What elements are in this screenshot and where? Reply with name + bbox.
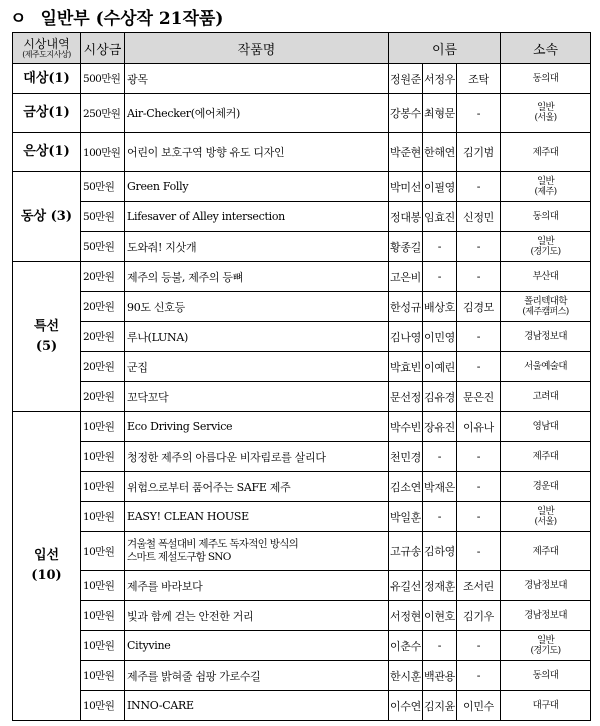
work-title: 90도 신호등 bbox=[125, 292, 389, 322]
affiliation: 폴리텍대학 (제주캠퍼스) bbox=[501, 292, 591, 322]
name-2: - bbox=[423, 442, 457, 472]
name-2: 백관용 bbox=[423, 661, 457, 691]
name-1: 이춘수 bbox=[389, 631, 423, 661]
name-1: 천민경 bbox=[389, 442, 423, 472]
table-row bbox=[13, 502, 591, 532]
name-3: 조서린 bbox=[457, 571, 501, 601]
work-title: Lifesaver of Alley intersection bbox=[125, 202, 389, 232]
work-title: Cityvine bbox=[125, 631, 389, 661]
name-3: - bbox=[457, 661, 501, 691]
header-award: 시상내역 (제주도지사상) bbox=[13, 33, 81, 64]
prize-cell: 10만원 bbox=[81, 412, 125, 442]
affiliation: 고려대 bbox=[501, 382, 591, 412]
table-row bbox=[13, 661, 591, 691]
name-3: - bbox=[457, 232, 501, 262]
table-row bbox=[13, 442, 591, 472]
affiliation: 부산대 bbox=[501, 262, 591, 292]
name-3: - bbox=[457, 322, 501, 352]
name-1: 정원준 bbox=[389, 64, 423, 94]
table-row bbox=[13, 133, 591, 172]
table-row bbox=[13, 292, 591, 322]
table-row bbox=[13, 232, 591, 262]
name-3: 문은진 bbox=[457, 382, 501, 412]
header-row bbox=[13, 33, 591, 64]
table-row bbox=[13, 412, 591, 442]
table-row bbox=[13, 172, 591, 202]
affiliation: 서울예술대 bbox=[501, 352, 591, 382]
affiliation: 제주대 bbox=[501, 532, 591, 571]
name-2: 최형문 bbox=[423, 94, 457, 133]
header-award-sub: (제주도지사상) bbox=[22, 49, 71, 59]
name-3: 조탁 bbox=[457, 64, 501, 94]
table-row bbox=[13, 571, 591, 601]
table-row bbox=[13, 322, 591, 352]
name-2: 배상호 bbox=[423, 292, 457, 322]
affiliation: 동의대 bbox=[501, 661, 591, 691]
awards-table bbox=[12, 32, 591, 721]
name-2: 박재은 bbox=[423, 472, 457, 502]
header-names: 이름 bbox=[389, 33, 501, 64]
table-row bbox=[13, 472, 591, 502]
name-3: - bbox=[457, 94, 501, 133]
table-row bbox=[13, 631, 591, 661]
prize-cell: 10만원 bbox=[81, 532, 125, 571]
prize-cell: 10만원 bbox=[81, 442, 125, 472]
work-title: 광목 bbox=[125, 64, 389, 94]
work-title: 위험으로부터 품어주는 SAFE 제주 bbox=[125, 472, 389, 502]
name-3: 김경모 bbox=[457, 292, 501, 322]
name-3: 김기범 bbox=[457, 133, 501, 172]
name-3: - bbox=[457, 532, 501, 571]
prize-cell: 10만원 bbox=[81, 601, 125, 631]
affiliation: 영남대 bbox=[501, 412, 591, 442]
name-2: - bbox=[423, 631, 457, 661]
work-title: Green Folly bbox=[125, 172, 389, 202]
affiliation: 경남정보대 bbox=[501, 322, 591, 352]
name-1: 박미선 bbox=[389, 172, 423, 202]
name-3: - bbox=[457, 631, 501, 661]
prize-cell: 10만원 bbox=[81, 472, 125, 502]
award-dongsang: 동상 (3) bbox=[13, 172, 81, 262]
award-daesang: 대상(1) bbox=[13, 64, 81, 94]
affiliation: 일반 (서울) bbox=[501, 502, 591, 532]
work-title: Eco Driving Service bbox=[125, 412, 389, 442]
table-row bbox=[13, 64, 591, 94]
work-title: Air-Checker(에어체커) bbox=[125, 94, 389, 133]
affiliation: 일반 (경기도) bbox=[501, 232, 591, 262]
name-2: 한해연 bbox=[423, 133, 457, 172]
affiliation: 동의대 bbox=[501, 64, 591, 94]
table-row bbox=[13, 262, 591, 292]
work-title: 빛과 함께 걷는 안전한 거리 bbox=[125, 601, 389, 631]
prize-cell: 500만원 bbox=[81, 64, 125, 94]
prize-cell: 10만원 bbox=[81, 691, 125, 721]
name-1: 고은비 bbox=[389, 262, 423, 292]
name-2: 이현호 bbox=[423, 601, 457, 631]
name-1: 강봉수 bbox=[389, 94, 423, 133]
name-2: 김지윤 bbox=[423, 691, 457, 721]
affiliation: 일반 (제주) bbox=[501, 172, 591, 202]
prize-cell: 20만원 bbox=[81, 382, 125, 412]
affiliation: 경남정보대 bbox=[501, 601, 591, 631]
affiliation: 일반 (경기도) bbox=[501, 631, 591, 661]
prize-cell: 250만원 bbox=[81, 94, 125, 133]
name-2: 서정우 bbox=[423, 64, 457, 94]
table-row bbox=[13, 382, 591, 412]
name-2: - bbox=[423, 502, 457, 532]
section-title bbox=[10, 4, 223, 29]
name-2: 이예린 bbox=[423, 352, 457, 382]
name-3: - bbox=[457, 442, 501, 472]
prize-cell: 10만원 bbox=[81, 661, 125, 691]
prize-cell: 20만원 bbox=[81, 352, 125, 382]
header-prize: 시상금 bbox=[81, 33, 125, 64]
affiliation: 제주대 bbox=[501, 133, 591, 172]
name-1: 한성규 bbox=[389, 292, 423, 322]
name-1: 한시훈 bbox=[389, 661, 423, 691]
prize-cell: 10만원 bbox=[81, 631, 125, 661]
name-2: - bbox=[423, 232, 457, 262]
work-title: 제주를 바라보다 bbox=[125, 571, 389, 601]
affiliation: 경운대 bbox=[501, 472, 591, 502]
title-bullet: ㅇ bbox=[10, 9, 27, 29]
name-1: 김나영 bbox=[389, 322, 423, 352]
name-1: 박일훈 bbox=[389, 502, 423, 532]
name-2: 정재훈 bbox=[423, 571, 457, 601]
name-3: - bbox=[457, 472, 501, 502]
award-eunsang: 은상(1) bbox=[13, 133, 81, 172]
name-1: 정대봉 bbox=[389, 202, 423, 232]
affiliation: 경남정보대 bbox=[501, 571, 591, 601]
name-1: 고규송 bbox=[389, 532, 423, 571]
work-title: 청정한 제주의 아름다운 비자림로를 살리다 bbox=[125, 442, 389, 472]
table-row bbox=[13, 94, 591, 133]
name-2: 이민영 bbox=[423, 322, 457, 352]
table-row bbox=[13, 691, 591, 721]
name-1: 이수연 bbox=[389, 691, 423, 721]
work-title: 군집 bbox=[125, 352, 389, 382]
work-title: 겨울철 폭설대비 제주도 독자적인 방식의 스마트 제설도구함 SNO bbox=[125, 532, 389, 571]
name-2: 김하영 bbox=[423, 532, 457, 571]
prize-cell: 20만원 bbox=[81, 322, 125, 352]
prize-cell: 50만원 bbox=[81, 172, 125, 202]
name-3: - bbox=[457, 502, 501, 532]
prize-cell: 20만원 bbox=[81, 262, 125, 292]
name-3: 이민수 bbox=[457, 691, 501, 721]
name-1: 황종길 bbox=[389, 232, 423, 262]
name-1: 김소연 bbox=[389, 472, 423, 502]
name-3: - bbox=[457, 172, 501, 202]
work-title: 어린이 보호구역 방향 유도 디자인 bbox=[125, 133, 389, 172]
name-3: 신정민 bbox=[457, 202, 501, 232]
prize-cell: 10만원 bbox=[81, 502, 125, 532]
name-3: - bbox=[457, 262, 501, 292]
award-teukseon: 특선 (5) bbox=[13, 262, 81, 412]
name-1: 서정현 bbox=[389, 601, 423, 631]
name-3: - bbox=[457, 352, 501, 382]
name-3: 김기우 bbox=[457, 601, 501, 631]
award-ipseon: 입선 (10) bbox=[13, 412, 81, 721]
name-2: 장유진 bbox=[423, 412, 457, 442]
name-1: 유길선 bbox=[389, 571, 423, 601]
name-2: 임효진 bbox=[423, 202, 457, 232]
prize-cell: 10만원 bbox=[81, 571, 125, 601]
work-title: 제주를 밝혀줄 쉼팡 가로수길 bbox=[125, 661, 389, 691]
name-1: 문선정 bbox=[389, 382, 423, 412]
affiliation: 일반 (서울) bbox=[501, 94, 591, 133]
name-1: 박수빈 bbox=[389, 412, 423, 442]
name-2: 이필영 bbox=[423, 172, 457, 202]
table-row bbox=[13, 532, 591, 571]
work-title: INNO-CARE bbox=[125, 691, 389, 721]
prize-cell: 100만원 bbox=[81, 133, 125, 172]
work-title: 도와줘! 지삿개 bbox=[125, 232, 389, 262]
table-row bbox=[13, 202, 591, 232]
header-work: 작품명 bbox=[125, 33, 389, 64]
award-geumsang: 금상(1) bbox=[13, 94, 81, 133]
affiliation: 대구대 bbox=[501, 691, 591, 721]
prize-cell: 50만원 bbox=[81, 232, 125, 262]
name-1: 박준현 bbox=[389, 133, 423, 172]
header-affiliation: 소속 bbox=[501, 33, 591, 64]
table-row bbox=[13, 601, 591, 631]
affiliation: 제주대 bbox=[501, 442, 591, 472]
work-title: 루나(LUNA) bbox=[125, 322, 389, 352]
name-2: 김유경 bbox=[423, 382, 457, 412]
name-3: 이유나 bbox=[457, 412, 501, 442]
name-2: - bbox=[423, 262, 457, 292]
work-title: EASY! CLEAN HOUSE bbox=[125, 502, 389, 532]
prize-cell: 20만원 bbox=[81, 292, 125, 322]
table-row bbox=[13, 352, 591, 382]
prize-cell: 50만원 bbox=[81, 202, 125, 232]
affiliation: 동의대 bbox=[501, 202, 591, 232]
name-1: 박효빈 bbox=[389, 352, 423, 382]
work-title: 꼬닥꼬닥 bbox=[125, 382, 389, 412]
title-text: 일반부 (수상작 21작품) bbox=[40, 9, 224, 29]
work-title: 제주의 등불, 제주의 등뼈 bbox=[125, 262, 389, 292]
